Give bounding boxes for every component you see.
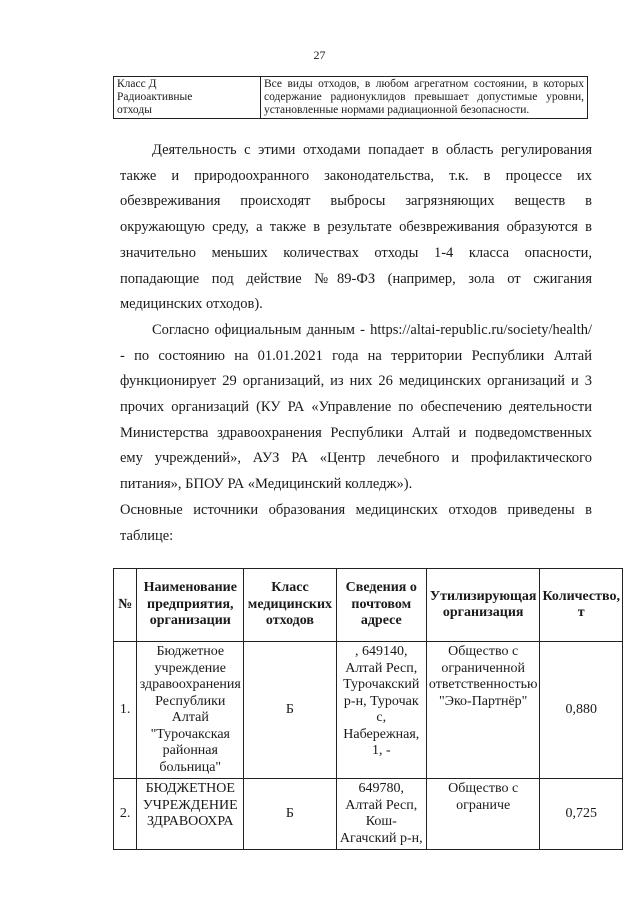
header-address: Сведения о почтовом адресе	[336, 569, 426, 642]
paragraph-statistics	[120, 318, 592, 498]
page-number: 27	[313, 48, 326, 62]
row-address: , 649140, Алтай Респ, Турочакский р-н, Турочак с, Набережная, 1, -	[336, 642, 426, 779]
source-link: https://altai-republic.ru/society/health/	[370, 321, 593, 338]
class-name-cont: отходы	[117, 104, 152, 116]
waste-class-table	[113, 76, 588, 119]
table-row	[114, 779, 623, 850]
paragraph-table-intro: Основные источники образования медицинских отходов приведены в таблице:	[120, 501, 592, 544]
row-quantity: 0,725	[540, 779, 623, 850]
row-num: 2.	[114, 779, 137, 850]
row-utilizer: Общество с ограниченной ответственностью "Эко-Партнёр"	[426, 642, 540, 779]
waste-sources-table	[113, 568, 623, 850]
header-quantity: Количество, т	[540, 569, 623, 642]
paragraph-statistics-rest: - по состоянию на 01.01.2021 года на территории Республики Алтай функционирует 29 организаций, из них 26 медицинских организаций и 3 прочих организаций (КУ РА «Управление по обеспечению деятельности Министерства здравоохранения Республики Алтай и подведомственных ему учреждений», АУЗ РА «Центр лечебного и профилактического питания», БПОУ РА «Медицинский колледж»).	[120, 347, 592, 493]
table-row	[114, 77, 588, 119]
paragraph-regulation: Деятельность с этими отходами попадает в область регулирования также и природоохранного законодательства, т.к. в процессе их обезвреживания происходят выбросы загрязняющих веществ в окружающую среду, а также в результате обезвреживания образуются в значительно меньших количествах отходы 1-4 класса опасности, попадающие под действие №89-ФЗ (например, зола от сжигания медицинских отходов).	[120, 142, 592, 313]
row-num: 1.	[114, 642, 137, 779]
row-utilizer: Общество с ограниче	[426, 779, 540, 850]
table-header-row	[114, 569, 623, 642]
header-utilizer: Утилизирующая организация	[426, 569, 540, 642]
body-text	[120, 138, 592, 549]
paragraph-statistics-start: Согласно официальным данным -	[152, 321, 365, 338]
row-name: Бюджетное учреждение здравоохранения Республики Алтай "Турочакская районная больница"	[137, 642, 244, 779]
row-address: 649780, Алтай Респ, Кош-Агачский р-н,	[336, 779, 426, 850]
header-class: Класс медицинских отходов	[244, 569, 336, 642]
table-row	[114, 642, 623, 779]
row-class: Б	[244, 779, 336, 850]
class-name: Радиоактивные	[117, 91, 193, 103]
row-class: Б	[244, 642, 336, 779]
row-name: БЮДЖЕТНОЕ УЧРЕЖДЕНИЕ ЗДРАВООХРА	[137, 779, 244, 850]
header-num: №	[114, 569, 137, 642]
class-cell	[114, 77, 261, 119]
class-label: Класс Д	[117, 78, 157, 90]
row-quantity: 0,880	[540, 642, 623, 779]
header-name: Наименование предприятия, организации	[137, 569, 244, 642]
class-description: Все виды отходов, в любом агрегатном состоянии, в которых содержание радионуклидов превышает допустимые уровни, установленные нормами радиационной безопасности.	[261, 77, 588, 119]
